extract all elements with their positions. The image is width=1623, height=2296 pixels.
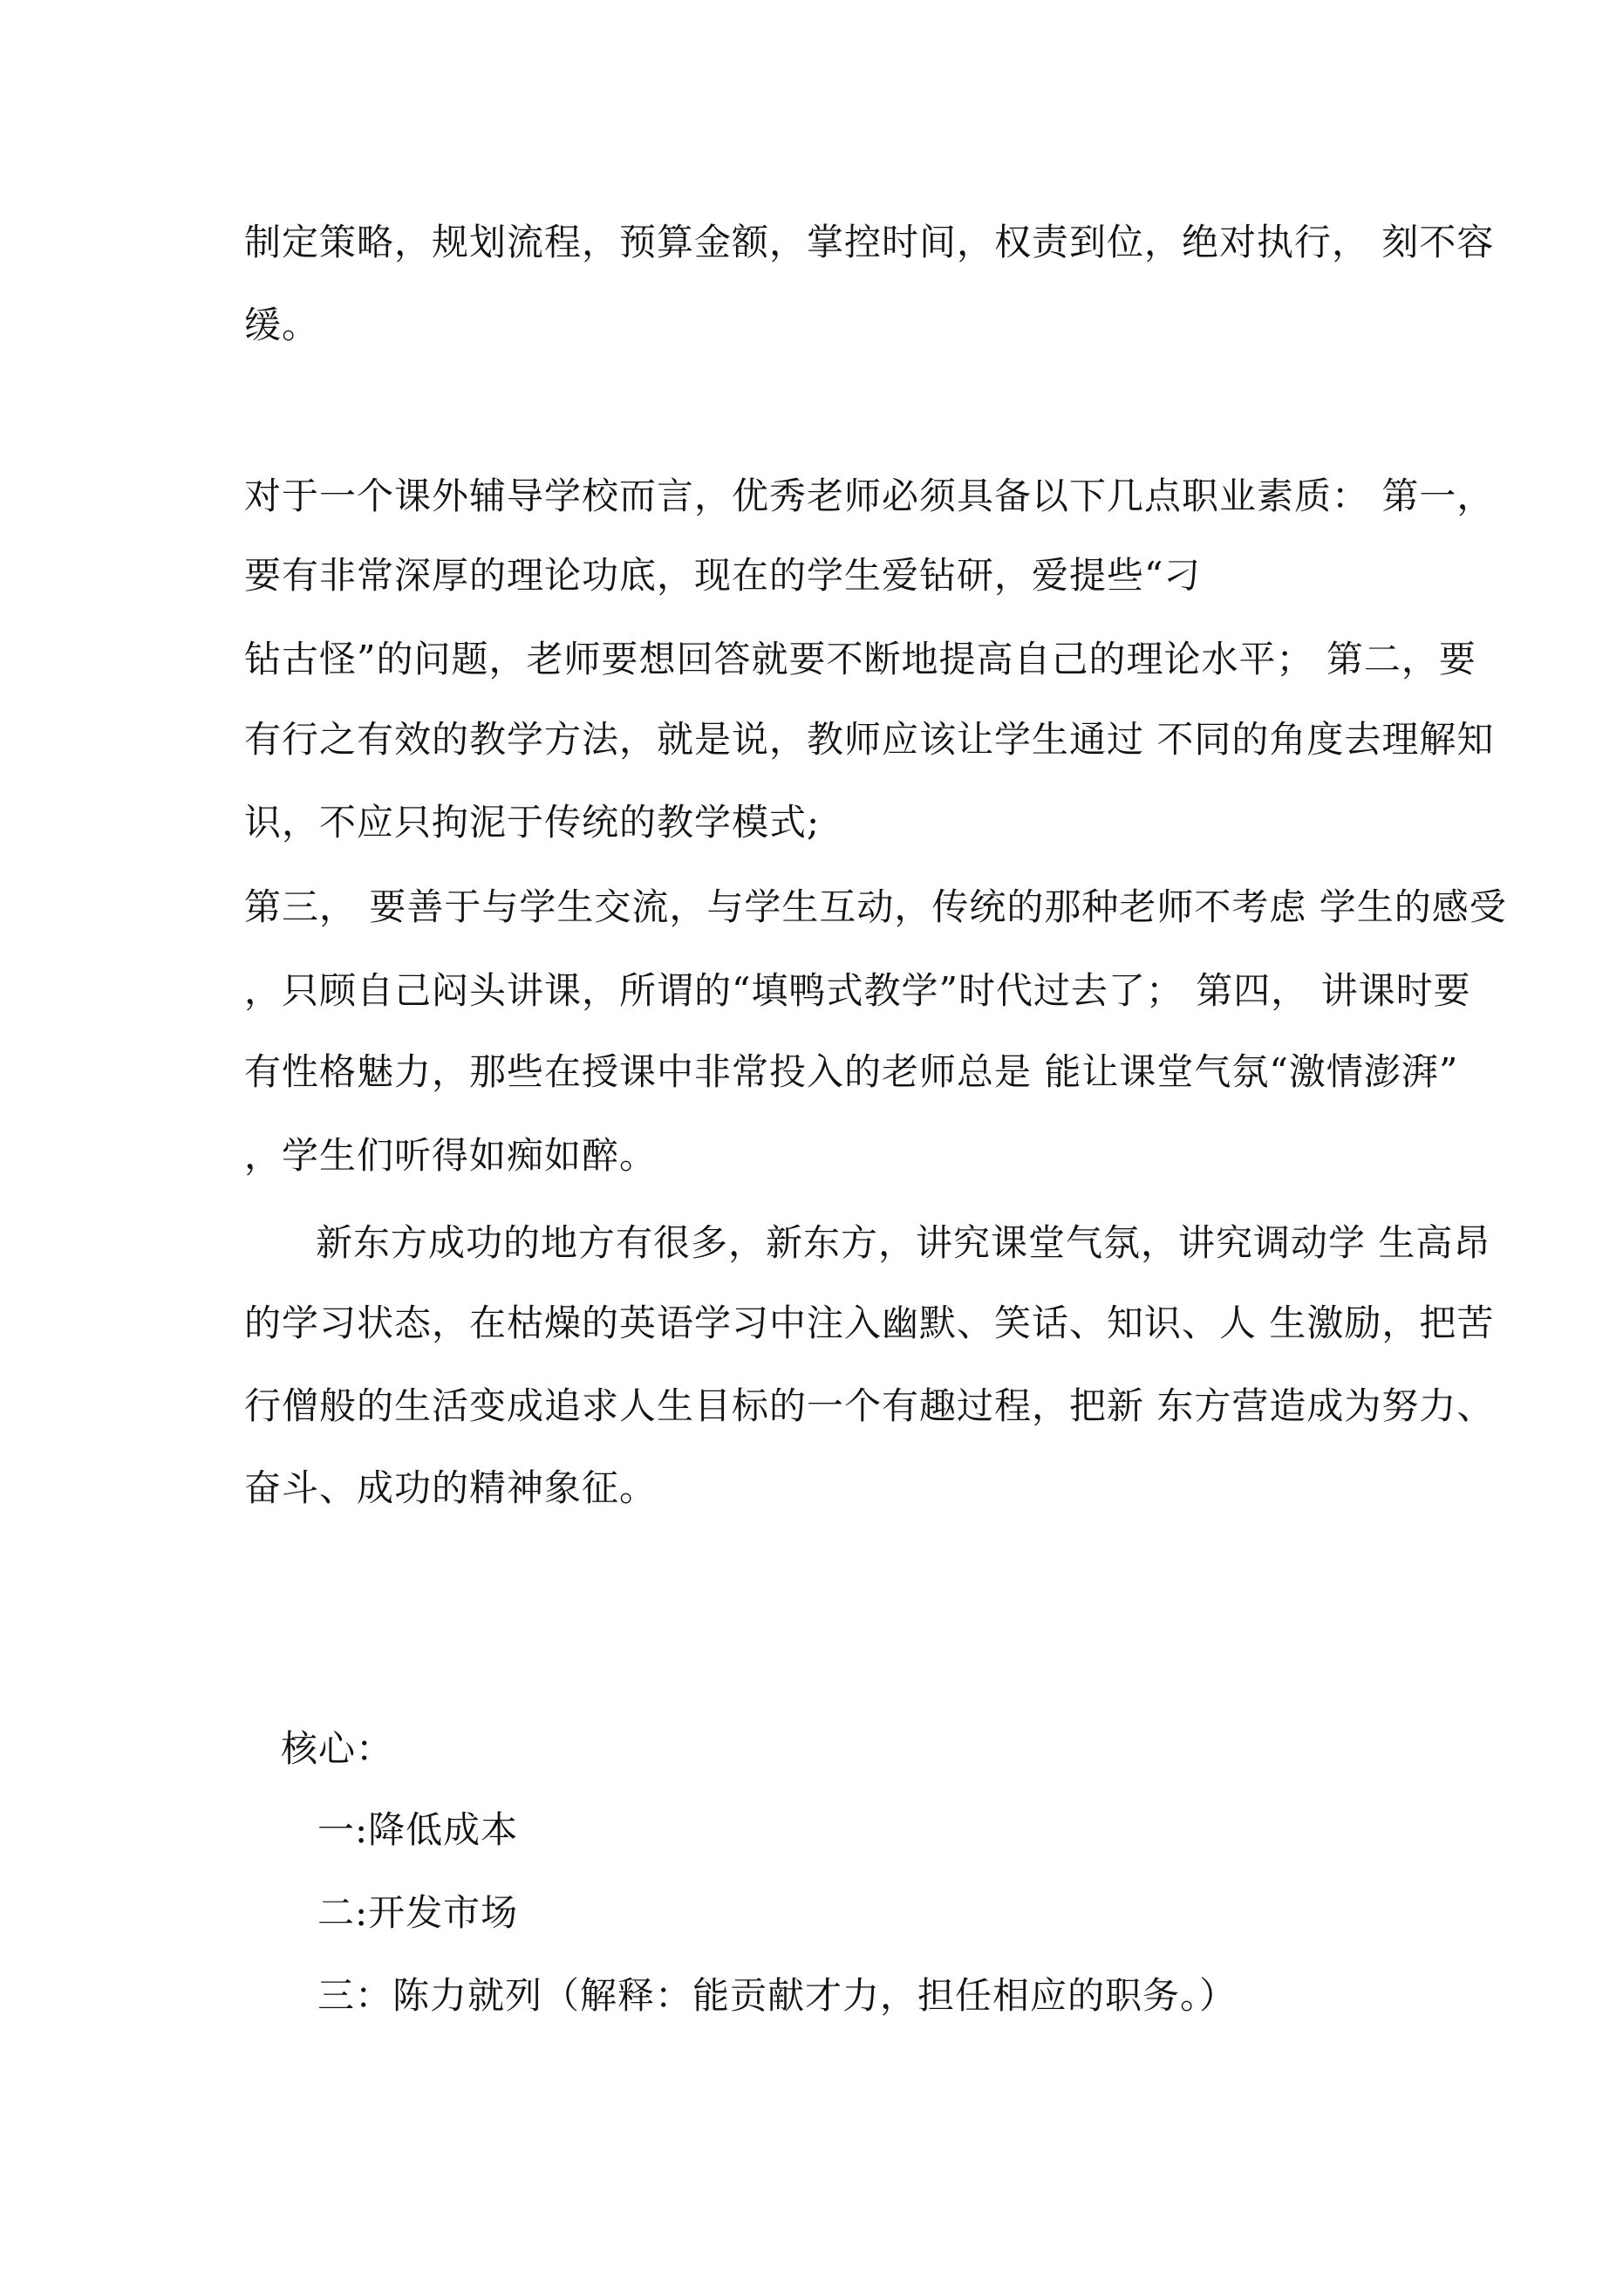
paragraph-line: 缓。 bbox=[244, 304, 320, 346]
core-item: 三：陈力就列（解释：能贡献才力，担任相应的职务。） bbox=[317, 1974, 1238, 2017]
paragraph-line: ，只顾自己闷头讲课，所谓的“填鸭式教学”时代过去了； 第四， 讲课时要 bbox=[244, 969, 1471, 1012]
paragraph-line: 钻古怪”的问题，老师要想回答就要不断地提高自己的理论水平； 第二，要 bbox=[244, 638, 1476, 680]
paragraph-line: 的学习状态，在枯燥的英语学习中注入幽默、笑话、知识、人 生激励，把苦 bbox=[244, 1302, 1495, 1344]
paragraph-line: 有行之有效的教学方法，就是说，教师应该让学生通过 不同的角度去理解知 bbox=[244, 718, 1495, 761]
paragraph-line: 有性格魅力，那些在授课中非常投入的老师总是 能让课堂气氛“激情澎湃” bbox=[244, 1050, 1459, 1093]
paragraph-line: 第三， 要善于与学生交流，与学生互动，传统的那种老师不考虑 学生的感受 bbox=[244, 885, 1507, 928]
core-heading: 核心： bbox=[281, 1727, 394, 1770]
core-item: 一:降低成本 bbox=[317, 1808, 519, 1851]
paragraph-line: ，学生们听得如痴如醉。 bbox=[244, 1134, 658, 1177]
paragraph-line: 要有非常深厚的理论功底，现在的学生爱钻研，爱提些“刁 bbox=[244, 554, 1202, 597]
paragraph-line: 对于一个课外辅导学校而言，优秀老师必须具备以下几点职业素质： 第一， bbox=[244, 475, 1495, 517]
paragraph-line: 奋斗、成功的精神象征。 bbox=[244, 1466, 658, 1509]
paragraph-line: 识，不应只拘泥于传统的教学模式; bbox=[244, 801, 821, 844]
paragraph-line: 新东方成功的地方有很多，新东方，讲究课堂气氛，讲究调动学 生高昂 bbox=[316, 1221, 1491, 1264]
paragraph-line: 制定策略，规划流程，预算金额，掌控时间，权责到位，绝对执行， 刻不容 bbox=[244, 221, 1495, 263]
core-item: 二:开发市场 bbox=[317, 1891, 519, 1934]
paragraph-line: 行僧般的生活变成追求人生目标的一个有趣过程，把新 东方营造成为努力、 bbox=[244, 1384, 1495, 1427]
